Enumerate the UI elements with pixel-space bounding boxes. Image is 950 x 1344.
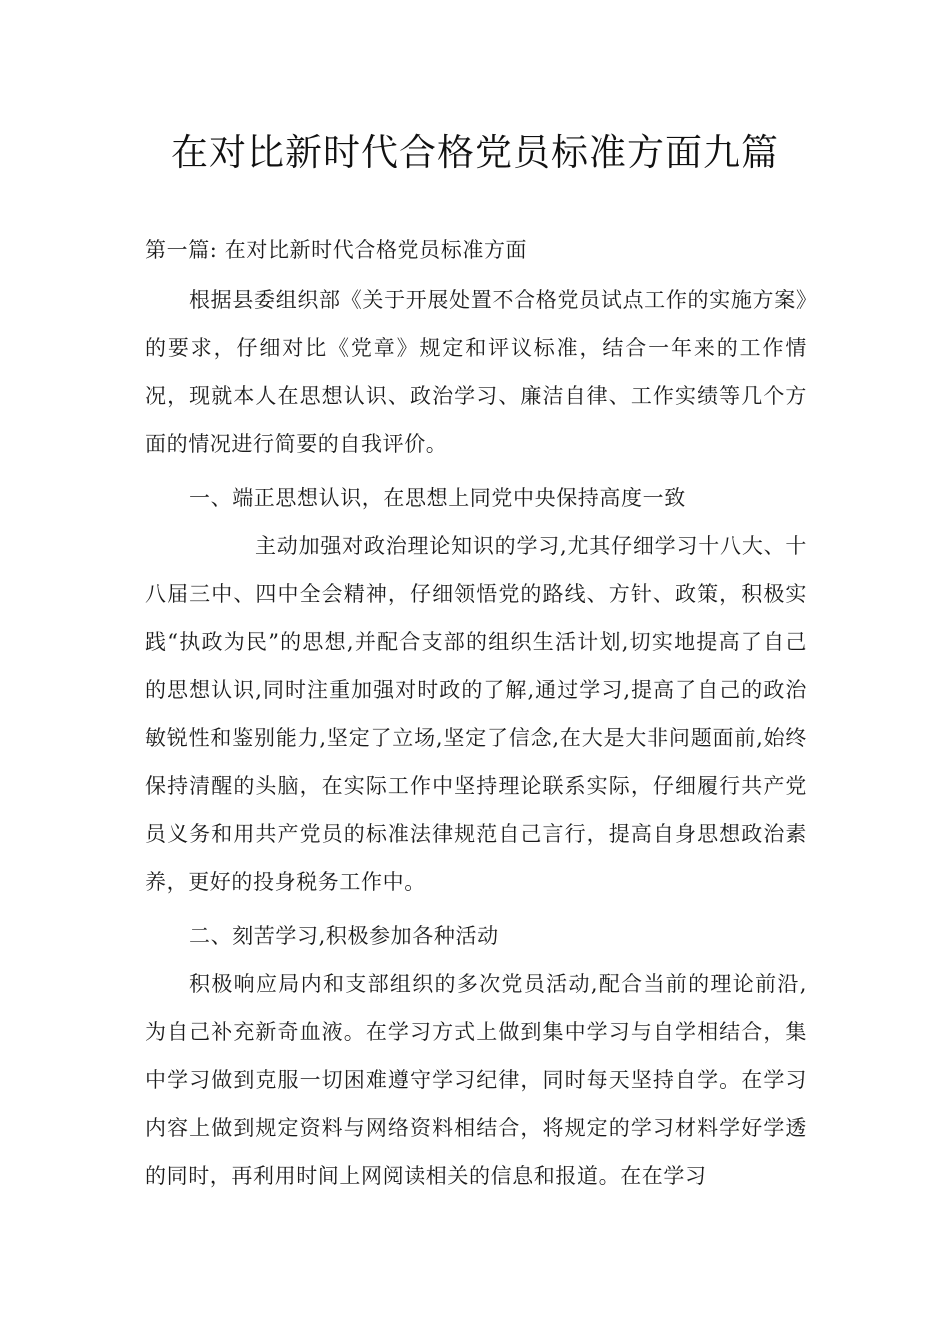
section-two-heading: 二、刻苦学习,积极参加各种活动: [189, 924, 499, 948]
section-one-heading: 一、端正思想认识，在思想上同党中央保持高度一致: [189, 486, 686, 510]
section-one-paragraph: 主动加强对政治理论知识的学习,尤其仔细学习十八大、十八届三中、四中全会精神，仔细领悟党的路线、方针、政策，积极实践“执政为民”的思想,并配合支部的组织生活计划,切实地提高了自己的思想认识,同时注重加强对时政的了解,通过学习,提高了自己的政治敏锐性和鉴别能力,坚定了立场,坚定了信念,在大是大非问题面前,始终保持清醒的头脑，在实际工作中坚持理论联系实际，仔细履行共产党员义务和用共产党员的标准法律规范自己言行，提高自身思想政治素养，更好的投身税务工作中。: [145, 534, 807, 894]
chapter-subtitle: 第一篇: 在对比新时代合格党员标准方面: [145, 238, 528, 262]
document-title: 在对比新时代合格党员标准方面九篇: [171, 131, 779, 174]
intro-paragraph: 根据县委组织部《关于开展处置不合格党员试点工作的实施方案》的要求，仔细对比《党章》规定和评议标准，结合一年来的工作情况，现就本人在思想认识、政治学习、廉洁自律、工作实绩等几个方面的情况进行简要的自我评价。: [145, 288, 807, 456]
section-two-paragraph: 积极响应局内和支部组织的多次党员活动,配合当前的理论前沿,为自己补充新奇血液。在学习方式上做到集中学习与自学相结合，集中学习做到克服一切困难遵守学习纪律，同时每天坚持自学。在学习内容上做到规定资料与网络资料相结合，将规定的学习材料学好学透的同时，再利用时间上网阅读相关的信息和报道。在在学习: [145, 972, 807, 1188]
